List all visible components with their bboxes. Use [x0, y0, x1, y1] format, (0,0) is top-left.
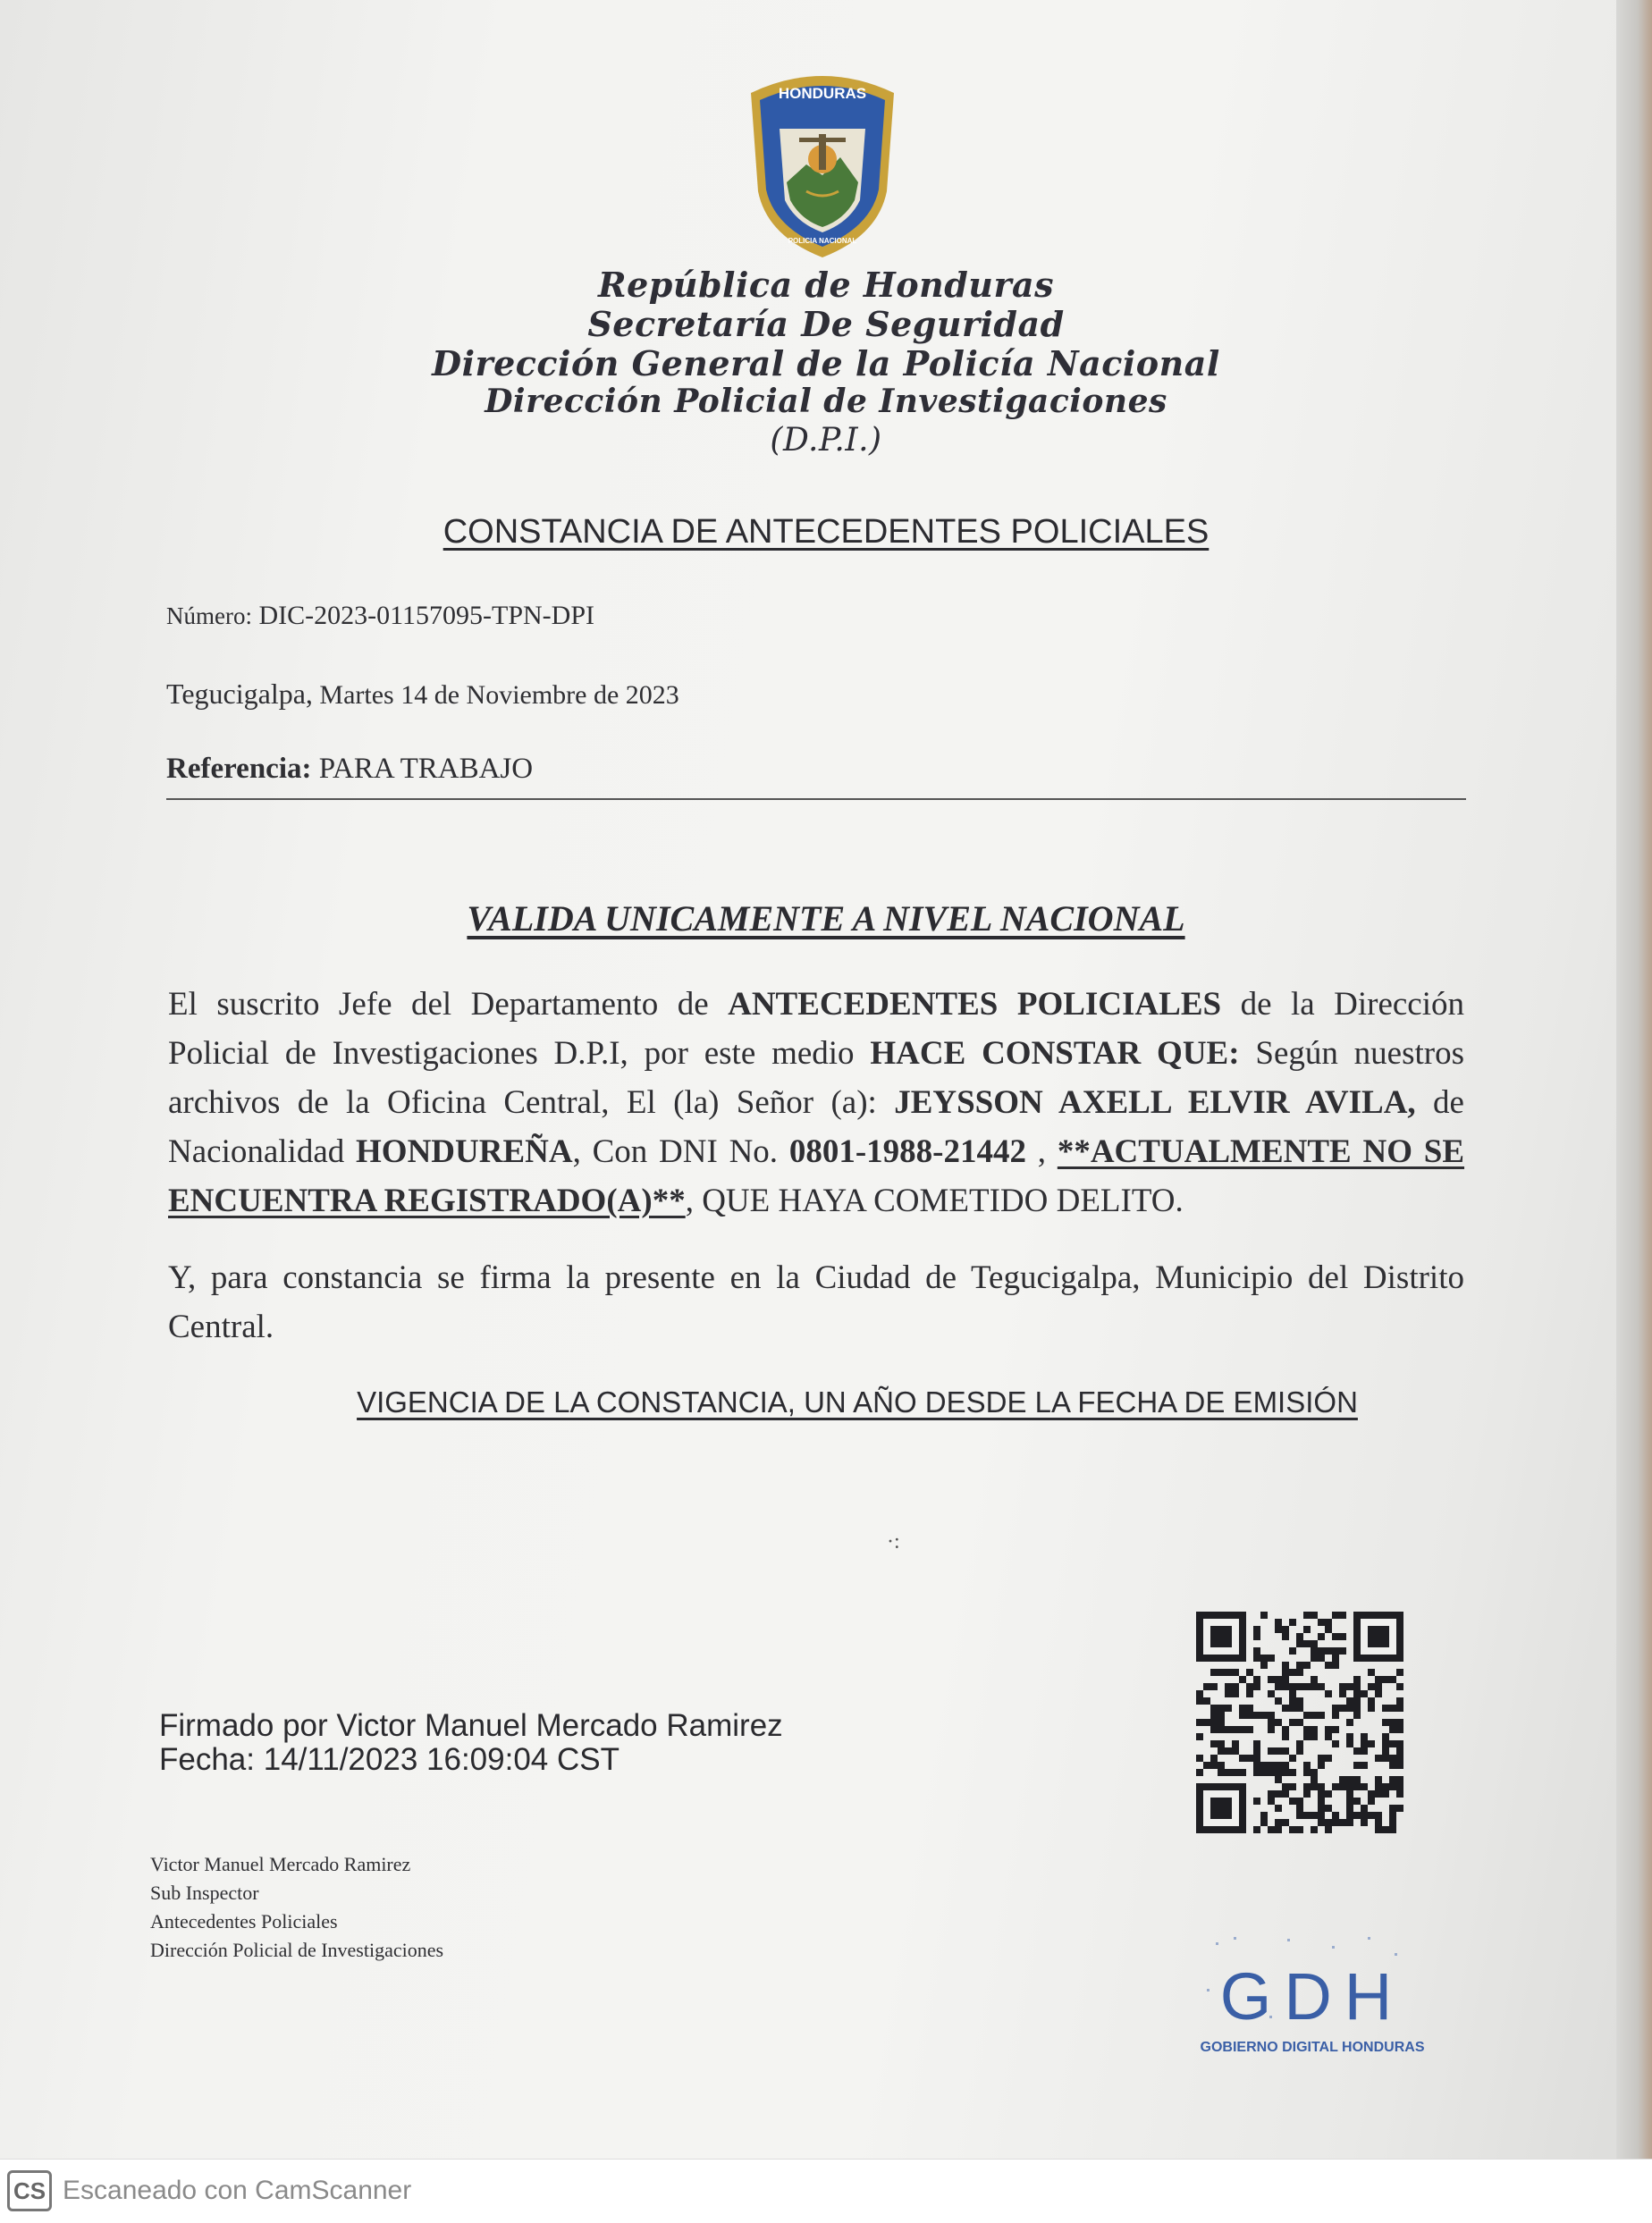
digital-signature [159, 1709, 783, 1777]
validity-scope-heading: VALIDA UNICAMENTE A NIVEL NACIONAL [467, 898, 1185, 939]
signed-by: Firmado por Victor Manuel Mercado Ramirez [159, 1708, 783, 1743]
p1-text-c: de la Dirección Policial de Investigaciones D.P.I, por este medio [168, 986, 1465, 1072]
p1-text-e: Según nuestros archivos de la Oficina Central, El (la) Señor (a): [168, 1035, 1465, 1121]
document-title: CONSTANCIA DE ANTECEDENTES POLICIALES [442, 513, 1210, 551]
camscanner-text: Escaneado con CamScanner [63, 2176, 412, 2205]
p1-dni-number: 0801-1988-21442 [788, 1133, 1026, 1170]
badge-top-text: HONDURAS [778, 85, 867, 102]
numero-label: Número: [166, 602, 252, 629]
badge-bottom-text: POLICIA NACIONAL [788, 237, 857, 245]
signing-paragraph: Y, para constancia se firma la presente en la Ciudad de Tegucigalpa, Municipio del Distrito Central. [168, 1259, 1464, 1345]
referencia-label: Referencia: [166, 753, 312, 785]
p1-department: ANTECEDENTES POLICIALES [728, 986, 1222, 1023]
numero-value: DIC-2023-01157095-TPN-DPI [258, 601, 595, 630]
signatory-division: Dirección Policial de Investigaciones [150, 1939, 444, 1961]
certification-paragraph [168, 980, 1464, 1225]
fecha-text: Martes 14 de Noviembre de 2023 [319, 680, 679, 710]
signatory-name: Victor Manuel Mercado Ramirez [150, 1853, 411, 1875]
p1-text-h: , [1037, 1133, 1047, 1170]
header-line-direccion-policial: Dirección Policial de Investigaciones [485, 383, 1167, 420]
speck-mark: ·: [887, 1530, 900, 1554]
gdh-logo [1180, 1935, 1439, 2069]
numero-field [166, 601, 594, 631]
referencia-field [166, 753, 533, 786]
signatory-block [150, 1850, 443, 1965]
divider [166, 798, 1466, 800]
header-line-republica: República de Honduras [598, 265, 1054, 305]
p1-text-f: de Nacionalidad [168, 1084, 1464, 1170]
signatory-rank: Sub Inspector [150, 1882, 259, 1904]
qr-code-icon [1196, 1609, 1403, 1836]
p1-nationality: HONDUREÑA [356, 1133, 573, 1170]
header-line-direccion-general: Dirección General de la Policía Nacional [432, 343, 1220, 383]
validity-period-note: VIGENCIA DE LA CONSTANCIA, UN AÑO DESDE LA FECHA DE EMISIÓN [357, 1385, 1358, 1419]
signatory-department: Antecedentes Policiales [150, 1910, 338, 1932]
p1-text-i: , QUE HAYA COMETIDO DELITO. [685, 1183, 1184, 1219]
gdh-logo-text: GDH [1219, 1959, 1405, 2034]
header-line-secretaria: Secretaría De Seguridad [587, 304, 1065, 344]
lugar-text: Tegucigalpa, [166, 678, 313, 710]
signature-date: Fecha: 14/11/2023 16:09:04 CST [159, 1742, 620, 1777]
camscanner-logo-icon: CS [7, 2170, 52, 2211]
p1-status: **ACTUALMENTE NO SE ENCUENTRA REGISTRADO(A)** [168, 1133, 1465, 1219]
p1-text-a: El suscrito Jefe del Departamento de [168, 986, 709, 1023]
fecha-field [166, 678, 679, 711]
p1-text-g: , Con DNI No. [572, 1133, 779, 1170]
p1-person-name: JEYSSON AXELL ELVIR AVILA, [894, 1084, 1416, 1121]
camscanner-footer [0, 2159, 1652, 2223]
p1-hace-constar: HACE CONSTAR QUE: [870, 1035, 1240, 1072]
referencia-value: PARA TRABAJO [318, 753, 534, 785]
gdh-caption: GOBIERNO DIGITAL HONDURAS [1200, 2040, 1425, 2055]
header-line-dpi: (D.P.I.) [770, 422, 882, 459]
police-badge-icon [744, 66, 901, 263]
